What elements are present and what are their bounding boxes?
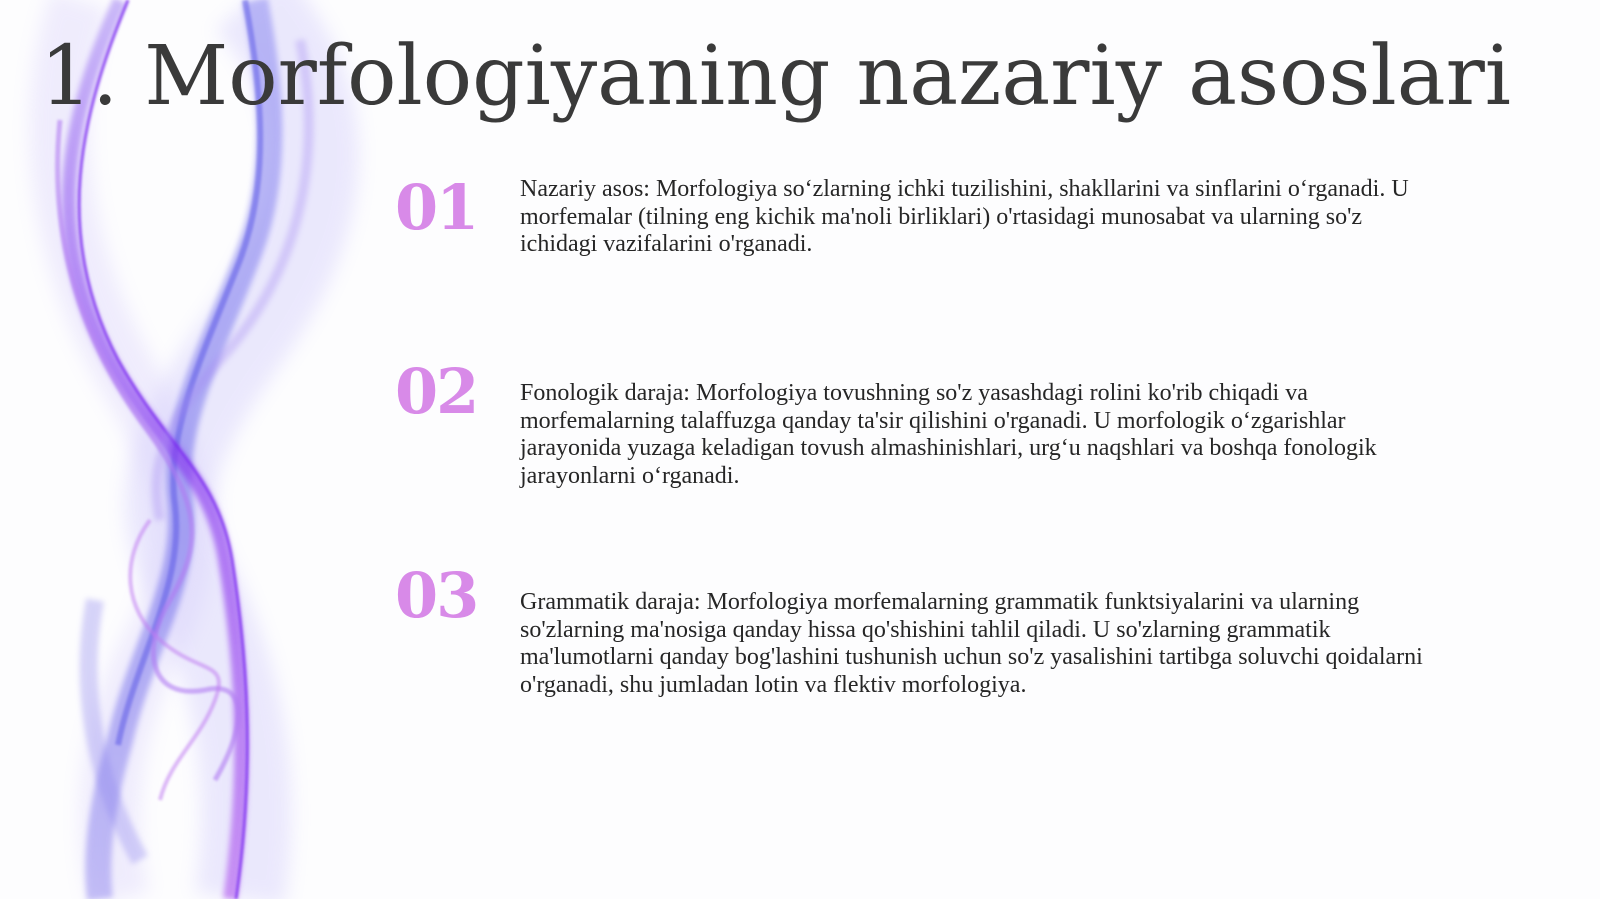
item-number: 01 xyxy=(395,171,478,244)
slide-title: 1. Morfologiyaning nazariy asoslari xyxy=(40,29,1512,124)
item-text: Fonologik daraja: Morfologiya tovushning so'z yasashdagi rolini ko'rib chiqadi va morfemalarning talaffuzga qanday ta'sir qilishini o'rganadi. U morfologik o‘zgarishlar jarayonida yuzaga keladigan tovush almashinishlari, urg‘u naqshlari va boshqa fonologik jarayonlarni o‘rganadi. xyxy=(520,380,1377,489)
item-number: 03 xyxy=(395,559,478,632)
item-text: Nazariy asos: Morfologiya so‘zlarning ichki tuzilishini, shakllarini va sinflarini o‘rganadi. U morfemalar (tilning eng kichik ma'noli birliklari) o'rtasidagi munosabat va ularning so'z ichidagi vazifalarini o'rganadi. xyxy=(520,176,1409,257)
item-number: 02 xyxy=(395,355,478,428)
item-text: Grammatik daraja: Morfologiya morfemalarning grammatik funktsiyalarini va ularning so'zlarning ma'nosiga qanday hissa qo'shishini tahlil qiladi. U so'zlarning grammatik ma'lumotlarni qanday bog'lashini tushunish uchun so'z yasalishini tartibga soluvchi qoidalarni o'rganadi, shu jumladan lotin va flektiv morfologiya. xyxy=(520,589,1423,698)
purple-smoke-ribbon-icon xyxy=(0,0,420,899)
